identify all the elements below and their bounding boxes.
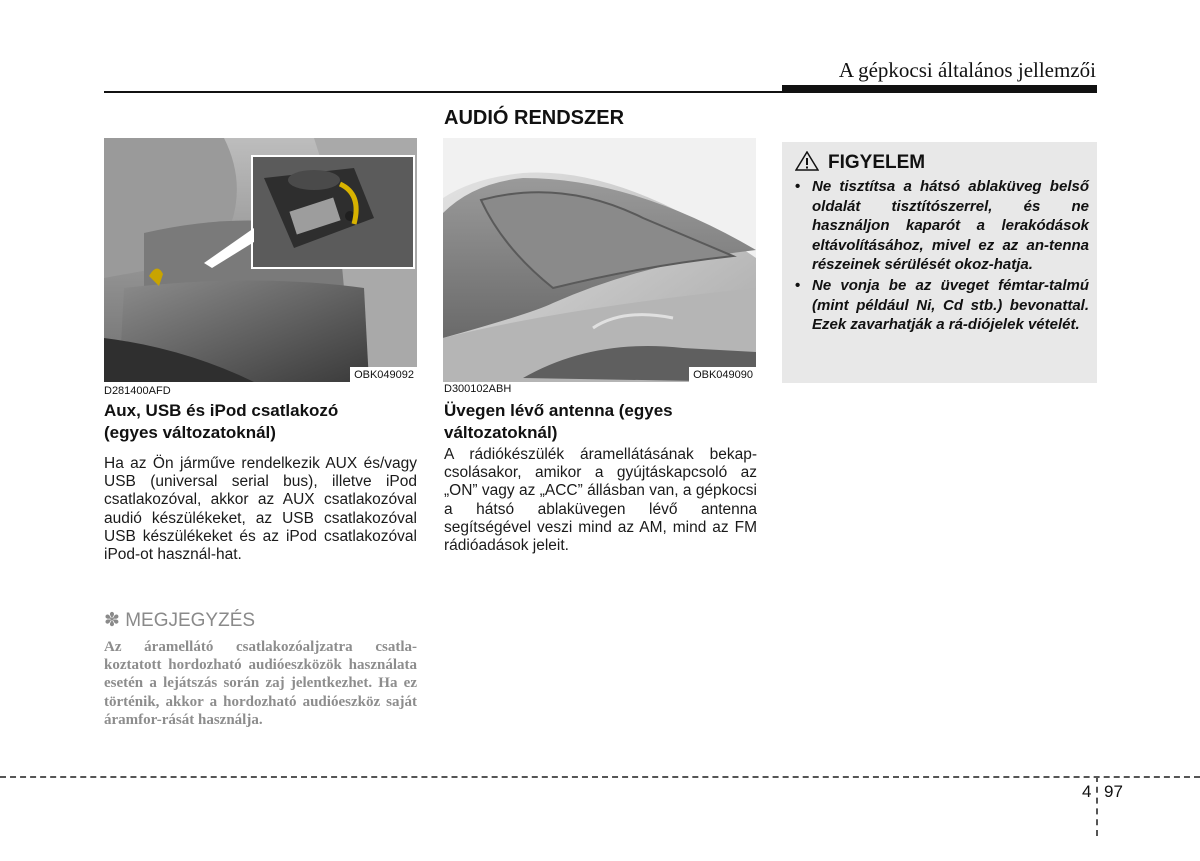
subsection-heading — [444, 400, 757, 444]
footer-divider — [1096, 776, 1098, 836]
subsection-heading — [104, 400, 417, 444]
doc-code: D300102ABH — [444, 383, 512, 395]
photo-label: OBK049092 — [350, 367, 417, 382]
heading-line: (egyes változatoknál) — [104, 423, 276, 442]
warning-list — [793, 177, 1089, 336]
heading-line: Aux, USB és iPod csatlakozó — [104, 401, 339, 420]
warning-item: • Ne tisztítsa a hátsó ablaküveg belső oldalát tisztítószerrel, és ne használjon kaparót a lerakódások eltávolításához, mivel ez az an-tenna részeinek sérülését okoz-hatja. — [795, 178, 1089, 274]
footer-rule — [0, 776, 1200, 778]
note-title: MEGJEGYZÉS — [125, 610, 256, 631]
header-rule — [104, 91, 782, 93]
warning-box — [782, 142, 1097, 383]
page-number: 97 — [1104, 782, 1123, 801]
warning-item-text: Ne vonja be az üveget fémtar-talmú (mint például Ni, Cd stb.) bevonattal. Ezek zavarhatják a rá-diójelek vételét. — [812, 276, 1089, 334]
photo-label: OBK049090 — [689, 367, 756, 382]
body-paragraph: Ha az Ön járműve rendelkezik AUX és/vagy USB (universal serial bus), illetve iPod csatlakozóval, akkor az AUX csatlakozóval audió készülékeket, az USB csatlakozóval USB készülékeket és az iPod csatlakozóval iPod-ot használ-hat. — [104, 455, 417, 564]
warning-title: FIGYELEM — [828, 152, 926, 173]
heading-line: Üvegen lévő antenna (egyes — [444, 401, 673, 420]
body-paragraph: A rádiókészülék áramellátásának bekap-csolásakor, amikor a gyújtáskapcsoló az „ON” vagy az „ACC” állásban van, a gépkocsi a hátsó ablaküvegen lévő antenna segítségével veszi mind az AM, mind az FM rádióadások jeleit. — [444, 446, 757, 555]
heading-line: változatoknál) — [444, 423, 558, 442]
doc-code: D281400AFD — [104, 385, 171, 397]
running-header: A gépkocsi általános jellemzői — [838, 58, 1096, 82]
note-symbol-icon: ✽ — [104, 610, 120, 631]
warning-item-text: Ne tisztítsa a hátsó ablaküveg belső oldalát tisztítószerrel, és ne használjon kaparót a lerakódások eltávolításához, mivel ez az an-tenna részeinek sérülését okoz-hatja. — [812, 178, 1089, 274]
note-body: Az áramellátó csatlakozóaljzatra csatla-koztatott hordozható audióeszközök használata esetén a lejátszás során zaj jelentkezhet. Ha ez történik, akkor a hordozható audióeszköz saját áramfor-rását használja. — [104, 639, 417, 728]
warning-item: • Ne vonja be az üveget fémtar-talmú (mint például Ni, Cd stb.) bevonattal. Ezek zavarhatják a rá-diójelek vételét. — [795, 276, 1089, 334]
note-heading — [104, 609, 255, 632]
antenna-photo — [443, 138, 756, 382]
chapter-number: 4 — [1082, 782, 1092, 801]
warning-triangle-icon — [795, 151, 819, 171]
section-heading: AUDIÓ RENDSZER — [444, 107, 625, 129]
header-rule-thick — [782, 85, 1097, 93]
aux-usb-photo — [104, 138, 417, 382]
